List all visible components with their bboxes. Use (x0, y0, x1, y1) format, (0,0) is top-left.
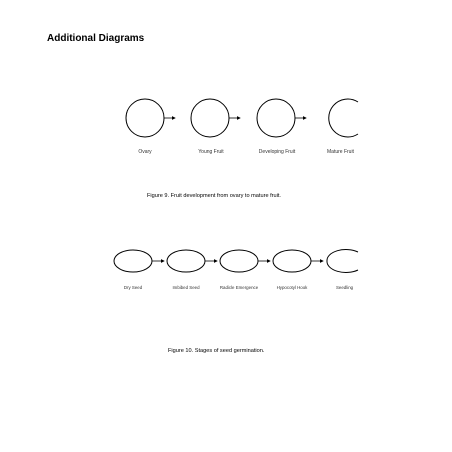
fig10-label-hypocotyl-hook: Hypocotyl Hook (276, 285, 308, 290)
page-heading: Additional Diagrams (47, 33, 145, 44)
fig9-label-young-fruit: Young Fruit (198, 149, 224, 155)
fig10-label-imbibed-seed: Imbibed Seed (172, 285, 200, 290)
fig10-stage-dry-seed-ellipse (114, 250, 152, 272)
fig10-label-radicle-emergence: Radicle Emergence (219, 285, 259, 290)
figure10-diagram (114, 250, 358, 290)
figure9-caption: Figure 9. Fruit development from ovary to mature fruit. (147, 193, 281, 199)
fig10-label-seedling: Seedling (336, 285, 354, 290)
fig9-label-ovary: Ovary (138, 149, 152, 155)
figure10-caption: Figure 10. Stages of seed germination. (168, 348, 265, 354)
fig9-stage-mature-fruit-arc (329, 99, 358, 137)
fig9-stage-young-fruit-circle (191, 99, 229, 137)
fig9-stage-developing-fruit-circle (257, 99, 295, 137)
fig10-stage-radicle-emergence-ellipse (220, 250, 258, 272)
fig10-stage-seedling-arc (327, 250, 358, 273)
fig9-stage-ovary-circle (126, 99, 164, 137)
fig10-label-dry-seed: Dry Seed (123, 285, 143, 290)
fig10-stage-hypocotyl-hook-ellipse (273, 250, 311, 272)
figure9-diagram (126, 99, 358, 155)
fig10-stage-imbibed-seed-ellipse (167, 250, 205, 272)
fig9-label-mature-fruit: Mature Fruit (327, 149, 354, 155)
fig9-label-developing-fruit: Developing Fruit (258, 149, 296, 155)
